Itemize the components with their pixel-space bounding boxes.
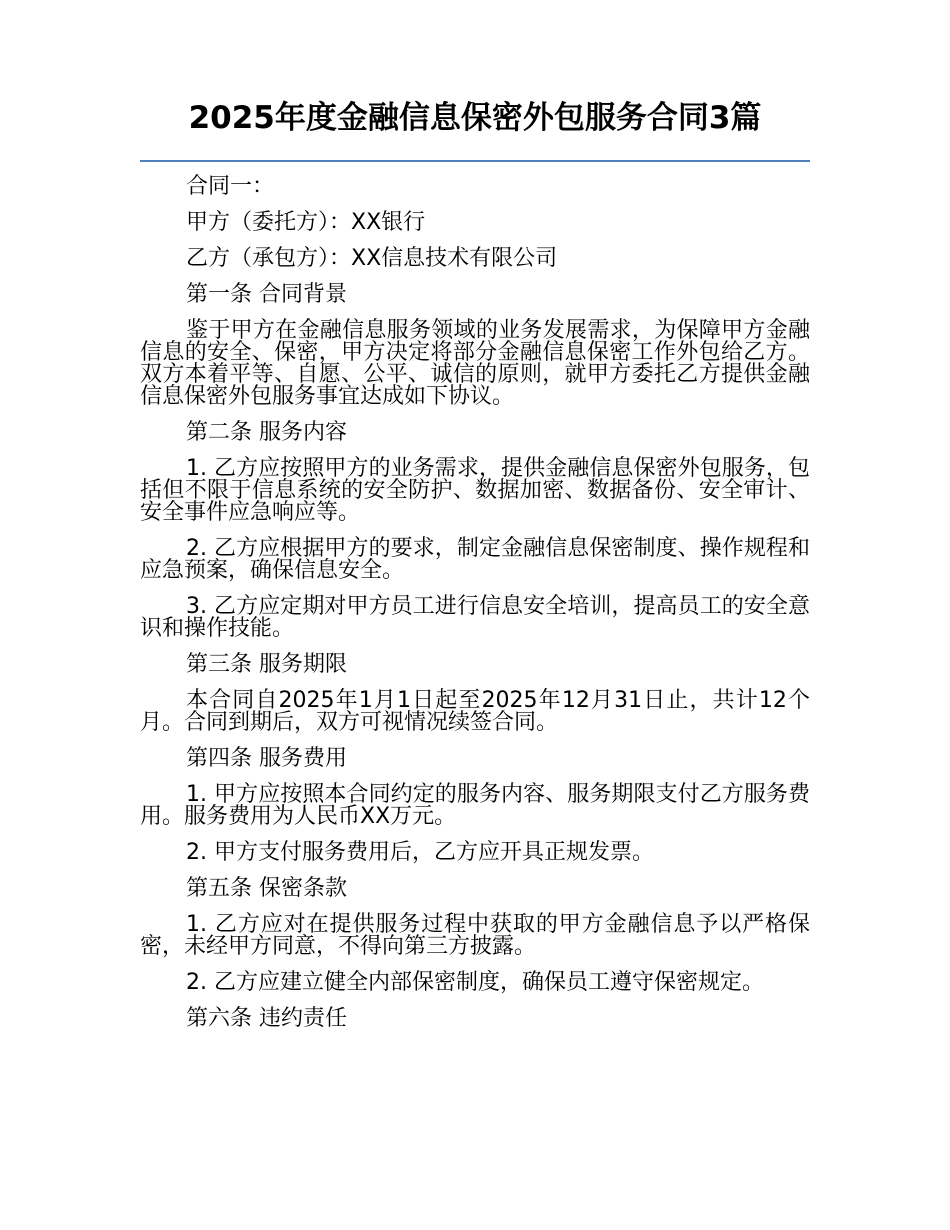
document-body bbox=[140, 176, 810, 1044]
contract-label: 合同一： bbox=[186, 174, 275, 199]
title-underline bbox=[140, 160, 810, 162]
article-1-paragraph: 鉴于甲方在金融信息服务领域的业务发展需求，为保障甲方金融信息的安全、保密，甲方决定将部分金融信息保密工作外包给乙方。双方本着平等、自愿、公平、诚信的原则，就甲方委托乙方提供金融信息保密外包服务事宜达成如下协议。 bbox=[140, 318, 810, 409]
article-2-heading: 第二条 服务内容 bbox=[186, 420, 347, 445]
article-4-item-2: 2. 甲方支付服务费用后，乙方应开具正规发票。 bbox=[186, 840, 654, 865]
article-6-heading: 第六条 违约责任 bbox=[186, 1006, 347, 1031]
article-2-item-2: 2. 乙方应根据甲方的要求，制定金融信息保密制度、操作规程和应急预案，确保信息安全。 bbox=[140, 536, 810, 583]
article-5-item-2: 2. 乙方应建立健全内部保密制度，确保员工遵守保密规定。 bbox=[186, 970, 764, 995]
article-4-item-1: 1. 甲方应按照本合同约定的服务内容、服务期限支付乙方服务费用。服务费用为人民币XX万元。 bbox=[140, 782, 810, 829]
article-2-item-3: 3. 乙方应定期对甲方员工进行信息安全培训，提高员工的安全意识和操作技能。 bbox=[140, 594, 810, 641]
article-4-heading: 第四条 服务费用 bbox=[186, 746, 347, 771]
article-1-heading: 第一条 合同背景 bbox=[186, 282, 347, 307]
party-b-line: 乙方（承包方）：XX信息技术有限公司 bbox=[186, 246, 558, 271]
article-2-item-1: 1. 乙方应按照甲方的业务需求，提供金融信息保密外包服务，包括但不限于信息系统的安全防护、数据加密、数据备份、安全审计、安全事件应急响应等。 bbox=[140, 456, 810, 525]
article-5-heading: 第五条 保密条款 bbox=[186, 876, 347, 901]
article-3-paragraph: 本合同自2025年1月1日起至2025年12月31日止，共计12个月。合同到期后，双方可视情况续签合同。 bbox=[140, 688, 810, 735]
article-5-item-1: 1. 乙方应对在提供服务过程中获取的甲方金融信息予以严格保密，未经甲方同意，不得向第三方披露。 bbox=[140, 912, 810, 959]
document-title: 2025年度金融信息保密外包服务合同3篇 bbox=[188, 100, 762, 136]
party-a-line: 甲方（委托方）：XX银行 bbox=[186, 210, 426, 235]
article-3-heading: 第三条 服务期限 bbox=[186, 652, 347, 677]
